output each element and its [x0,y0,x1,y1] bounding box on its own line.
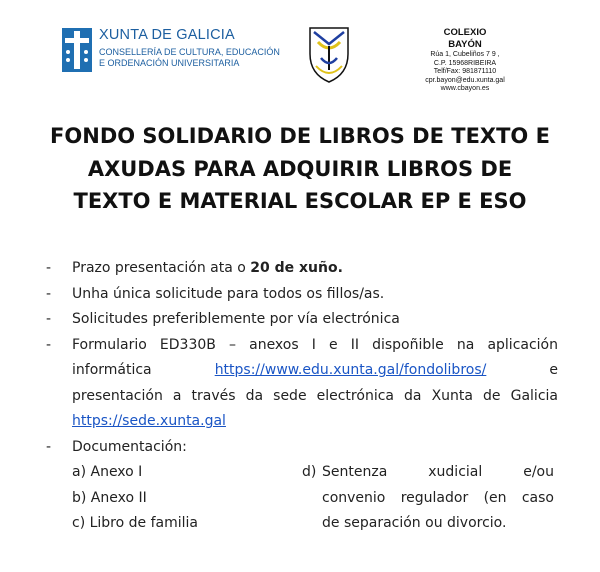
school-crest-icon [306,24,352,84]
deadline-date: 20 de xuño. [250,260,343,276]
doc-d-line2: convenio regulador (en caso [322,489,554,506]
page-title [20,120,580,218]
list-item-documentation [38,435,558,539]
doc-c: c) Libro de familia [72,515,198,531]
documents-list [72,460,558,538]
documents-left-column [72,460,302,537]
school-email[interactable]: cpr.bayon@edu.xunta.gal [425,76,505,84]
fondolibros-link[interactable]: https://www.edu.xunta.gal/fondolibros/ [214,362,487,378]
doc-d-line3: de separación ou divorcio. [322,515,507,531]
school-address: Rúa 1, Cubeliños 7 9 , [430,51,500,58]
form-line1: Formulario ED330B – anexos I e II dispoñible na aplicación [72,336,558,353]
school-info [405,27,525,94]
doc-b: b) Anexo II [72,489,147,506]
doc-d-text [322,460,554,537]
list-item-form [38,333,558,435]
dash-bullet: - [46,285,52,302]
docs-label: Documentación: [72,438,187,455]
title-line2: AXUDAS PARA ADQUIRIR LIBROS DE [87,156,513,181]
title-line3: TEXTO E MATERIAL ESCOLAR EP E ESO [73,189,527,213]
form-line4 [72,409,558,435]
dash-bullet: - [46,260,52,276]
sede-link[interactable]: https://sede.xunta.gal [72,413,226,429]
form-line3: presentación a través da sede electrónica da Xunta de Galicia [72,387,558,404]
electronic-text: Solicitudes preferiblemente por vía electrónica [72,311,400,327]
xunta-dept-line1: CONSELLERÍA DE CULTURA, EDUCACIÓN [99,47,280,57]
form-line2-prefix: informática [72,362,152,378]
school-postal: C.P. 15968RIBEIRA [433,59,497,67]
single-request-text: Unha única solicitude para todos os fillos/as. [72,285,385,302]
info-list [38,256,558,538]
form-line2 [72,358,558,384]
school-website[interactable]: www.cbayon.es [440,85,490,93]
xunta-dept-line2: E ORDENACIÓN UNIVERSITARIA [99,58,240,68]
doc-d-label: d) [302,464,317,480]
list-item-single-request [38,282,558,308]
doc-d-line1: Sentenza xudicial e/ou [322,464,554,480]
dash-bullet: - [46,311,52,327]
xunta-department [99,47,289,69]
xunta-name: XUNTA DE GALICIA [99,27,235,43]
school-label: COLEXIO [443,27,487,38]
dash-bullet: - [46,438,52,455]
list-item-electronic [38,307,558,333]
dash-bullet: - [46,336,52,353]
xunta-logo-icon [62,28,92,72]
form-line2-suffix: e [549,362,559,378]
doc-a: a) Anexo I [72,464,143,480]
deadline-text: Prazo presentación ata o [72,260,251,276]
school-name: BAYÓN [448,39,482,50]
list-item-deadline [38,256,558,282]
school-phone: Telf/Fax: 981871110 [433,68,497,76]
title-line1: FONDO SOLIDARIO DE LIBROS DE TEXTO E [50,124,550,148]
